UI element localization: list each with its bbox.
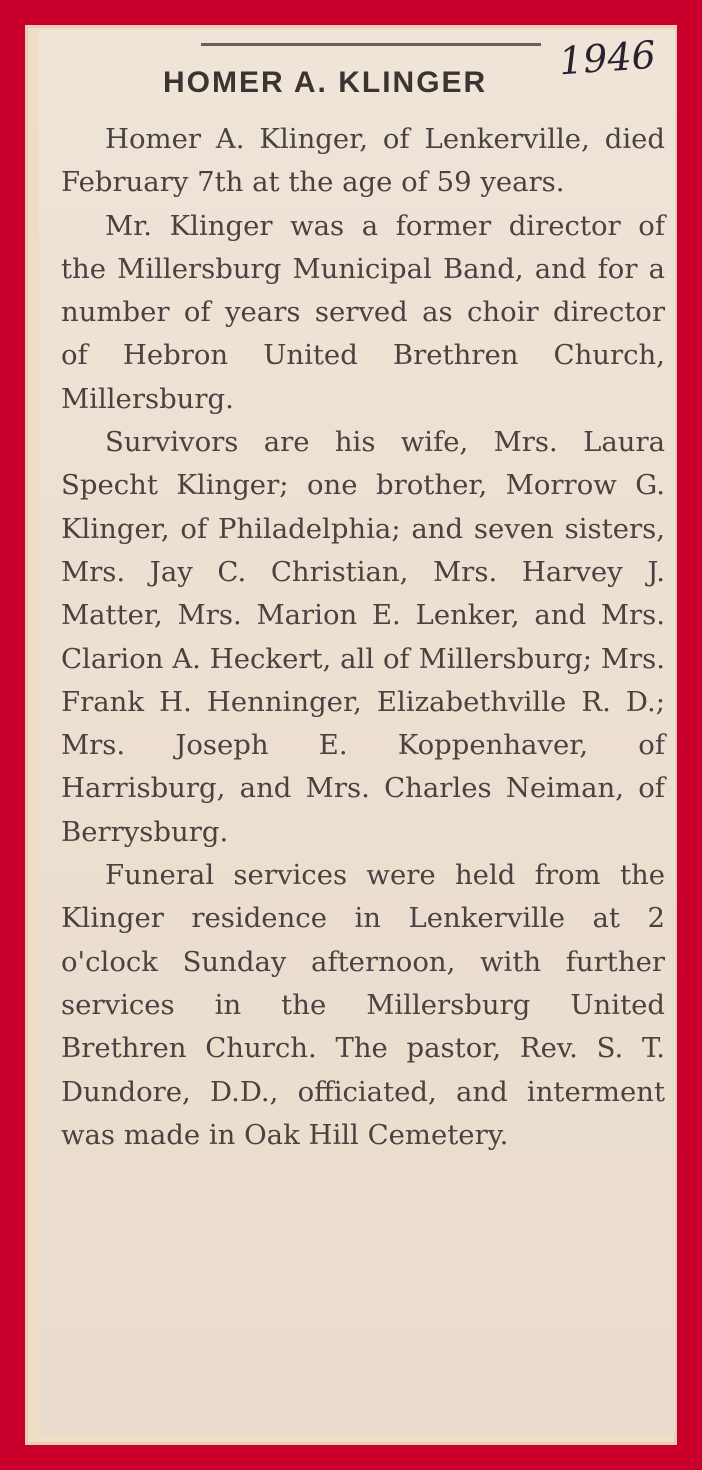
obituary-body	[61, 118, 665, 1157]
column-rule	[201, 43, 541, 46]
mat-frame	[25, 25, 677, 1445]
paragraph-biography: Mr. Klinger was a former director of the Millersburg Municipal Band, and for a number of years served as choir director of Hebron United Brethren Church, Millersburg.	[61, 209, 665, 415]
paragraph-death-notice: Homer A. Klinger, of Lenkerville, died February 7th at the age of 59 years.	[61, 123, 665, 199]
paragraph-funeral: Funeral services were held from the Klinger residence in Lenkerville at 2 o'clock Sunday afternoon, with further services in the Millersburg United Brethren Church. The pastor, Rev. S. T. Dundore, D.D., officiated, and interment was made in Oak Hill Cemetery.	[61, 859, 665, 1151]
handwritten-year: 1946	[557, 32, 658, 84]
newspaper-clipping	[39, 30, 675, 1435]
obituary-headline: HOMER A. KLINGER	[163, 66, 488, 99]
paragraph-survivors: Survivors are his wife, Mrs. Laura Specht Klinger; one brother, Morrow G. Klinger, of Philadelphia; and seven sisters, Mrs. Jay C. Christian, Mrs. Harvey J. Matter, Mrs. Marion E. Lenker, and Mrs. Clarion A. Heckert, all of Millersburg; Mrs. Frank H. Henninger, Elizabethville R. D.; Mrs. Joseph E. Koppenhaver, of Harrisburg, and Mrs. Charles Neiman, of Berrysburg.	[61, 426, 665, 848]
